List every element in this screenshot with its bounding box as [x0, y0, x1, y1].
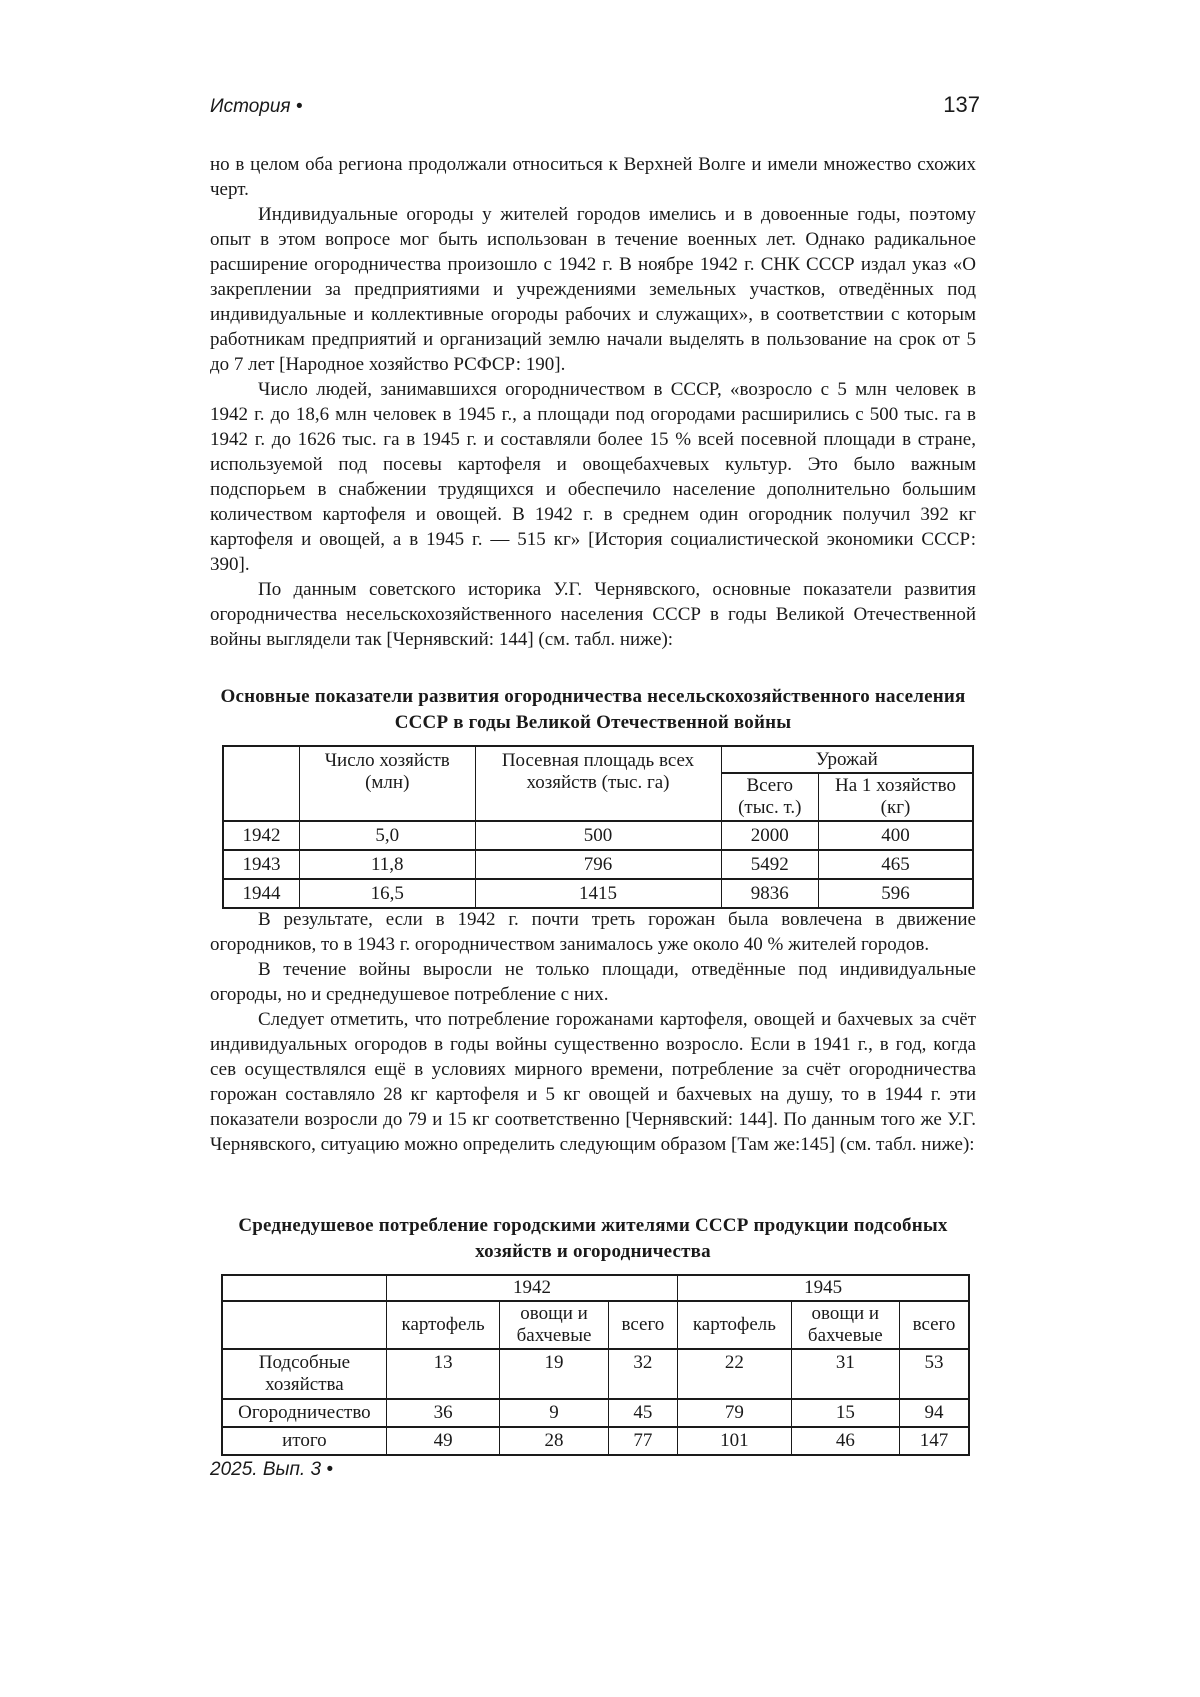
table-cell: 400 [819, 821, 974, 850]
table-cell: 22 [678, 1349, 792, 1399]
table-cell: 11,8 [300, 850, 476, 879]
table-cell: 32 [608, 1349, 677, 1399]
table-cell: 465 [819, 850, 974, 879]
table-cell: 94 [899, 1399, 969, 1427]
table-cell: 1944 [223, 879, 300, 908]
table2-title: Среднедушевое потребление городскими жителями СССР продукции подсобных хозяйств и огородничества [238, 1215, 948, 1262]
table-cell: 500 [475, 821, 721, 850]
table-cell: 9 [500, 1399, 608, 1427]
table-cell: 79 [678, 1399, 792, 1427]
paragraph: В течение войны выросли не только площади, отведённые под индивидуальные огороды, но и среднедушевое потребление с них. [210, 959, 976, 1005]
paragraph: Индивидуальные огороды у жителей городов имелись и в довоенные годы, поэтому опыт в этом вопросе мог быть использован в течение военных лет. Однако радикальное расширение огородничества произошло с 1942 г. В ноябре 1942 г. СНК СССР издал указ «О закреплении за предприятиями и учреждениями земельных участков, отведённых под индивидуальные и коллективные огороды рабочих и служащих», в соответствии с которым работникам предприятий и организаций землю начали выделять в пользование на срок от 5 до 7 лет [Народное хозяйство РСФСР: 190]. [210, 204, 976, 375]
table-cell: 13 [386, 1349, 500, 1399]
article-text-block-2 [210, 907, 976, 1157]
paragraph: Число людей, занимавшихся огородничеством в СССР, «возросло с 5 млн человек в 1942 г. до 18,6 млн человек в 1945 г., а площади под огородами расширились с 500 тыс. га в 1942 г. до 1626 тыс. га в 1945 г. и составляли более 15 % всей посевной площади в стране, используемой под посевы картофеля и овощебахчевых культур. Это было важным подспорьем в снабжении трудящихся и обеспечило население дополнительно большим количеством картофеля и овощей. В 1942 г. в среднем один огородник получил 392 кг картофеля и овощей, а в 1945 г. — 515 кг» [История социалистической экономики СССР: 390]. [210, 379, 976, 575]
table-cell: 49 [386, 1427, 500, 1455]
table-cell: 5492 [721, 850, 819, 879]
harvest-table [222, 745, 974, 909]
row-label: Огородничество [222, 1399, 386, 1427]
table-row [222, 1349, 969, 1399]
row-label: итого [222, 1427, 386, 1455]
table-cell: 1415 [475, 879, 721, 908]
table-cell: 77 [608, 1427, 677, 1455]
consumption-table [221, 1274, 970, 1456]
table-cell: 45 [608, 1399, 677, 1427]
paragraph: По данным советского историка У.Г. Чернявского, основные показатели развития огородничества несельскохозяйственного населения СССР в годы Великой Отечественной войны выглядели так [Чернявский: 144] (см. табл. ниже): [210, 579, 976, 650]
table1-header-households: Число хозяйств (млн) [300, 746, 476, 821]
row-label: Подсобные хозяйства [222, 1349, 386, 1399]
table-cell: 5,0 [300, 821, 476, 850]
article-text-block-1 [210, 152, 976, 652]
table2-header-potato: картофель [678, 1301, 792, 1349]
table-cell: 101 [678, 1427, 792, 1455]
table-cell: 1942 [223, 821, 300, 850]
table1-header-area: Посевная площадь всех хозяйств (тыс. га) [475, 746, 721, 821]
table-cell: 796 [475, 850, 721, 879]
table-cell: 15 [791, 1399, 899, 1427]
table-cell: 16,5 [300, 879, 476, 908]
table1-header-harvest-total: Всего (тыс. т.) [721, 773, 819, 821]
table1-header-harvest: Урожай [721, 746, 973, 773]
table2-header-total: всего [608, 1301, 677, 1349]
table-cell: 19 [500, 1349, 608, 1399]
harvest-table-section [210, 684, 976, 909]
table-cell: 596 [819, 879, 974, 908]
table-cell: 1943 [223, 850, 300, 879]
paragraph: Следует отметить, что потребление горожанами картофеля, овощей и бахчевых за счёт индивидуальных огородов в годы войны существенно возросло. Если в 1941 г., в год, когда сев осуществлялся ещё в условиях мирного времени, потребление за счёт огородничества горожан составляло 28 кг картофеля и 5 кг овощей и бахчевых на душу, то в 1944 г. эти показатели возросли до 79 и 15 кг соответственно [Чернявский: 144]. По данным того же У.Г. Чернявского, ситуацию можно определить следующим образом [Там же:145] (см. табл. ниже): [210, 1009, 976, 1155]
table2-header-vegetables: овощи и бахчевые [500, 1301, 608, 1349]
table2-header-year-1945: 1945 [678, 1275, 969, 1301]
table-cell: 36 [386, 1399, 500, 1427]
table-cell: 2000 [721, 821, 819, 850]
page-number: 137 [943, 92, 980, 117]
table-row [222, 1399, 969, 1427]
table-cell: 46 [791, 1427, 899, 1455]
table-cell: 28 [500, 1427, 608, 1455]
table1-title: Основные показатели развития огородничества несельскохозяйственного населения СССР в годы Великой Отечественной войны [220, 686, 966, 733]
table2-corner-cell [222, 1301, 386, 1349]
issue-label: 2025. Вып. 3 • [210, 1459, 333, 1480]
page-header [210, 92, 980, 118]
table-cell: 53 [899, 1349, 969, 1399]
running-title: История • [210, 96, 303, 117]
table-row [223, 879, 973, 908]
table2-header-potato: картофель [386, 1301, 500, 1349]
table-cell: 147 [899, 1427, 969, 1455]
table1-corner-cell [223, 746, 300, 821]
paragraph: В результате, если в 1942 г. почти треть горожан была вовлечена в движение огородников, то в 1943 г. огородничеством занималось уже около 40 % жителей городов. [210, 909, 976, 955]
table1-header-harvest-per: На 1 хозяйство (кг) [819, 773, 974, 821]
table2-header-total: всего [899, 1301, 969, 1349]
page-footer [210, 1459, 333, 1481]
consumption-table-section [210, 1213, 976, 1456]
table2-header-vegetables: овощи и бахчевые [791, 1301, 899, 1349]
table-row [223, 821, 973, 850]
table-row [222, 1427, 969, 1455]
paragraph: но в целом оба региона продолжали относиться к Верхней Волге и имели множество схожих черт. [210, 154, 976, 200]
table-cell: 31 [791, 1349, 899, 1399]
table-cell: 9836 [721, 879, 819, 908]
table-row [223, 850, 973, 879]
table2-corner-cell [222, 1275, 386, 1301]
table2-header-year-1942: 1942 [386, 1275, 677, 1301]
